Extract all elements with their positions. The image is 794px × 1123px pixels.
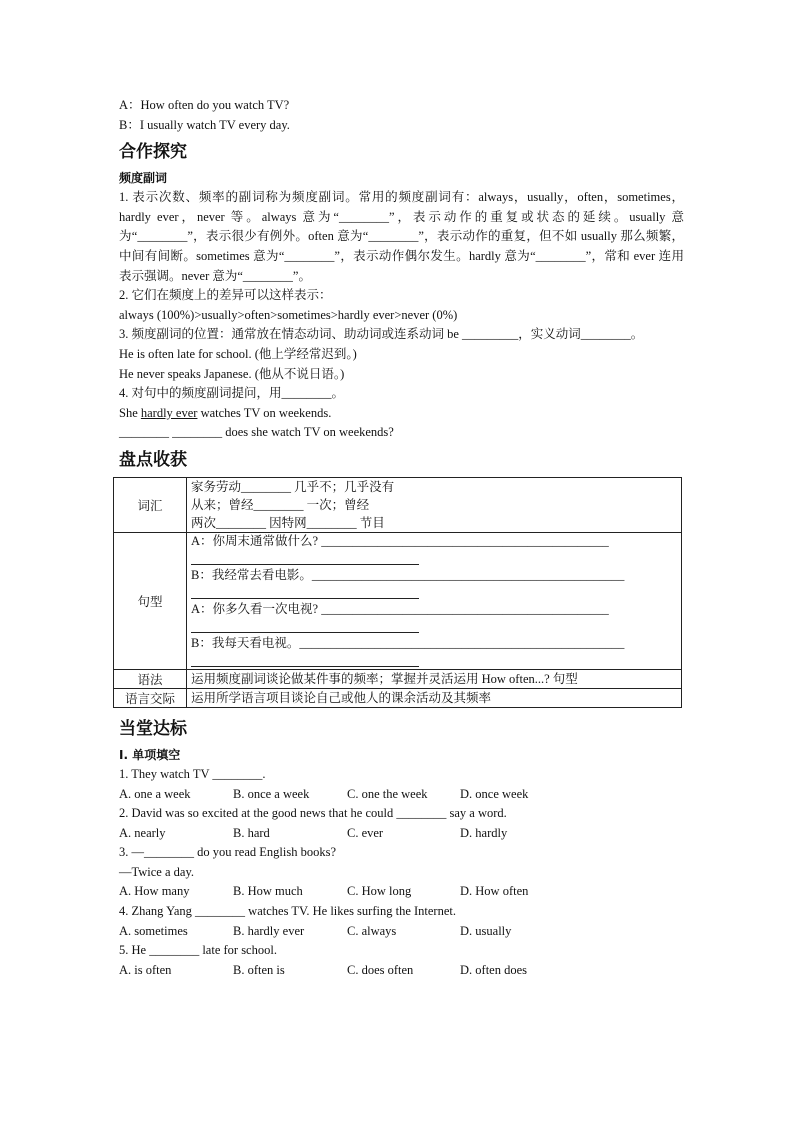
grammar-label: 语法: [114, 669, 187, 688]
question-response: —Twice a day.: [119, 864, 195, 879]
option-b[interactable]: B. once a week: [233, 786, 310, 801]
vocab-label: 词汇: [114, 477, 187, 532]
explore-paragraph-2: 2. 它们在频度上的差异可以这样表示：: [119, 288, 332, 303]
vocab-cell: [187, 477, 682, 532]
sentence-label: 句型: [114, 532, 187, 669]
answer-blank[interactable]: [191, 618, 419, 633]
option-a[interactable]: A. How many: [119, 884, 190, 899]
option-d[interactable]: D. hardly: [460, 825, 508, 840]
option-b[interactable]: B. hard: [233, 825, 270, 840]
option-c[interactable]: C. one the week: [347, 786, 428, 801]
options-row: [119, 824, 684, 844]
summary-table: [113, 477, 682, 708]
question-5: [119, 941, 684, 980]
example-sentence-1: He is often late for school. (他上学经常迟到。): [119, 346, 357, 361]
question-stem: 3. —________ do you read English books?: [119, 845, 336, 860]
explore-paragraph-4: 4. 对句中的频度副词提问，用________。: [119, 386, 345, 401]
vocab-line: 两次________ 因特网________ 节目: [191, 515, 385, 530]
dialog-line-b: B：I usually watch TV every day.: [119, 117, 290, 132]
section-heading-explore: 合作探究: [119, 142, 187, 163]
sentence-line: A：你多久看一次电视? ______________________________________________: [191, 601, 609, 616]
answer-blank[interactable]: [191, 584, 419, 599]
part-heading-single-choice: Ⅰ. 单项填空: [119, 747, 181, 762]
example-sentence-3: [119, 404, 684, 424]
section-heading-summary: 盘点收获: [119, 449, 187, 470]
subheading-frequency-adverbs: 频度副词: [119, 171, 168, 186]
option-d[interactable]: D. usually: [460, 923, 512, 938]
vocab-row: [114, 477, 682, 532]
options-row: [119, 961, 684, 981]
option-c[interactable]: C. always: [347, 923, 397, 938]
example-3-prefix: She: [119, 405, 141, 420]
question-stem: 5. He ________ late for school.: [119, 943, 277, 958]
option-d[interactable]: D. once week: [460, 786, 529, 801]
option-a[interactable]: A. sometimes: [119, 923, 188, 938]
option-a[interactable]: A. one a week: [119, 786, 191, 801]
question-3: [119, 843, 684, 902]
option-b[interactable]: B. hardly ever: [233, 923, 305, 938]
option-b[interactable]: B. How much: [233, 884, 303, 899]
grammar-text: 运用频度副词谈论做某件事的频率；掌握并灵活运用 How often...? 句型: [187, 669, 682, 688]
question-2: [119, 804, 684, 843]
communication-row: [114, 688, 682, 707]
vocab-line: 从来；曾经________ 一次；曾经: [191, 497, 370, 512]
option-d[interactable]: D. often does: [460, 962, 527, 977]
option-a[interactable]: A. nearly: [119, 825, 166, 840]
communication-label: 语言交际: [114, 688, 187, 707]
example-3-suffix: watches TV on weekends.: [197, 405, 332, 420]
sentence-cell: [187, 532, 682, 669]
grammar-row: [114, 669, 682, 688]
option-b[interactable]: B. often is: [233, 962, 285, 977]
sentence-row: [114, 532, 682, 669]
question-stem: 2. David was so excited at the good news that he could ________ say a word.: [119, 806, 507, 821]
option-c[interactable]: C. How long: [347, 884, 412, 899]
option-a[interactable]: A. is often: [119, 962, 172, 977]
sentence-line: A：你周末通常做什么? ______________________________________________: [191, 533, 609, 548]
explore-paragraph-3: 3. 频度副词的位置：通常放在情态动词、助动词或连系动词 be _________，实义动词________。: [119, 327, 644, 342]
example-sentence-4: ________ ________ does she watch TV on weekends?: [119, 425, 394, 440]
option-d[interactable]: D. How often: [460, 884, 529, 899]
question-4: [119, 902, 684, 941]
example-sentence-2: He never speaks Japanese. (他从不说日语。): [119, 366, 345, 381]
question-1: [119, 765, 684, 804]
options-row: [119, 922, 684, 942]
explore-paragraph-1: 1. 表示次数、频率的副词称为频度副词。常用的频度副词有：always，usually，often，sometimes，hardly ever，never 等。always 意为“________”，表示动作的重复或状态的延续。usually 意为“________”，表示很少有例外。often 意为“________”，表示动作的重复，但不如 usually 那么频繁，中间有间断。sometimes 意为“________”，表示动作偶尔发生。hardly 意为“________”，常和 ever 连用表示强调。never 意为“________”。: [119, 190, 684, 283]
question-stem: 1. They watch TV ________.: [119, 766, 266, 781]
worksheet-page: [119, 96, 684, 980]
section-heading-test: 当堂达标: [119, 718, 187, 739]
option-c[interactable]: C. ever: [347, 825, 384, 840]
options-row: [119, 785, 684, 805]
underlined-adverb: hardly ever: [140, 405, 198, 420]
sentence-line: B：我经常去看电影。__________________________________________________: [191, 567, 625, 582]
communication-text: 运用所学语言项目谈论自己或他人的课余活动及其频率: [187, 688, 682, 707]
answer-blank[interactable]: [191, 652, 419, 667]
vocab-line: 家务劳动________ 几乎不；几乎没有: [191, 479, 395, 494]
option-c[interactable]: C. does often: [347, 962, 414, 977]
answer-blank[interactable]: [191, 550, 419, 565]
sentence-line: B：我每天看电视。____________________________________________________: [191, 635, 625, 650]
dialog-line-a: A：How often do you watch TV?: [119, 98, 290, 112]
frequency-scale: always (100%)>usually>often>sometimes>hardly ever>never (0%): [119, 307, 458, 322]
question-stem: 4. Zhang Yang ________ watches TV. He likes surfing the Internet.: [119, 904, 456, 919]
options-row: [119, 882, 684, 902]
